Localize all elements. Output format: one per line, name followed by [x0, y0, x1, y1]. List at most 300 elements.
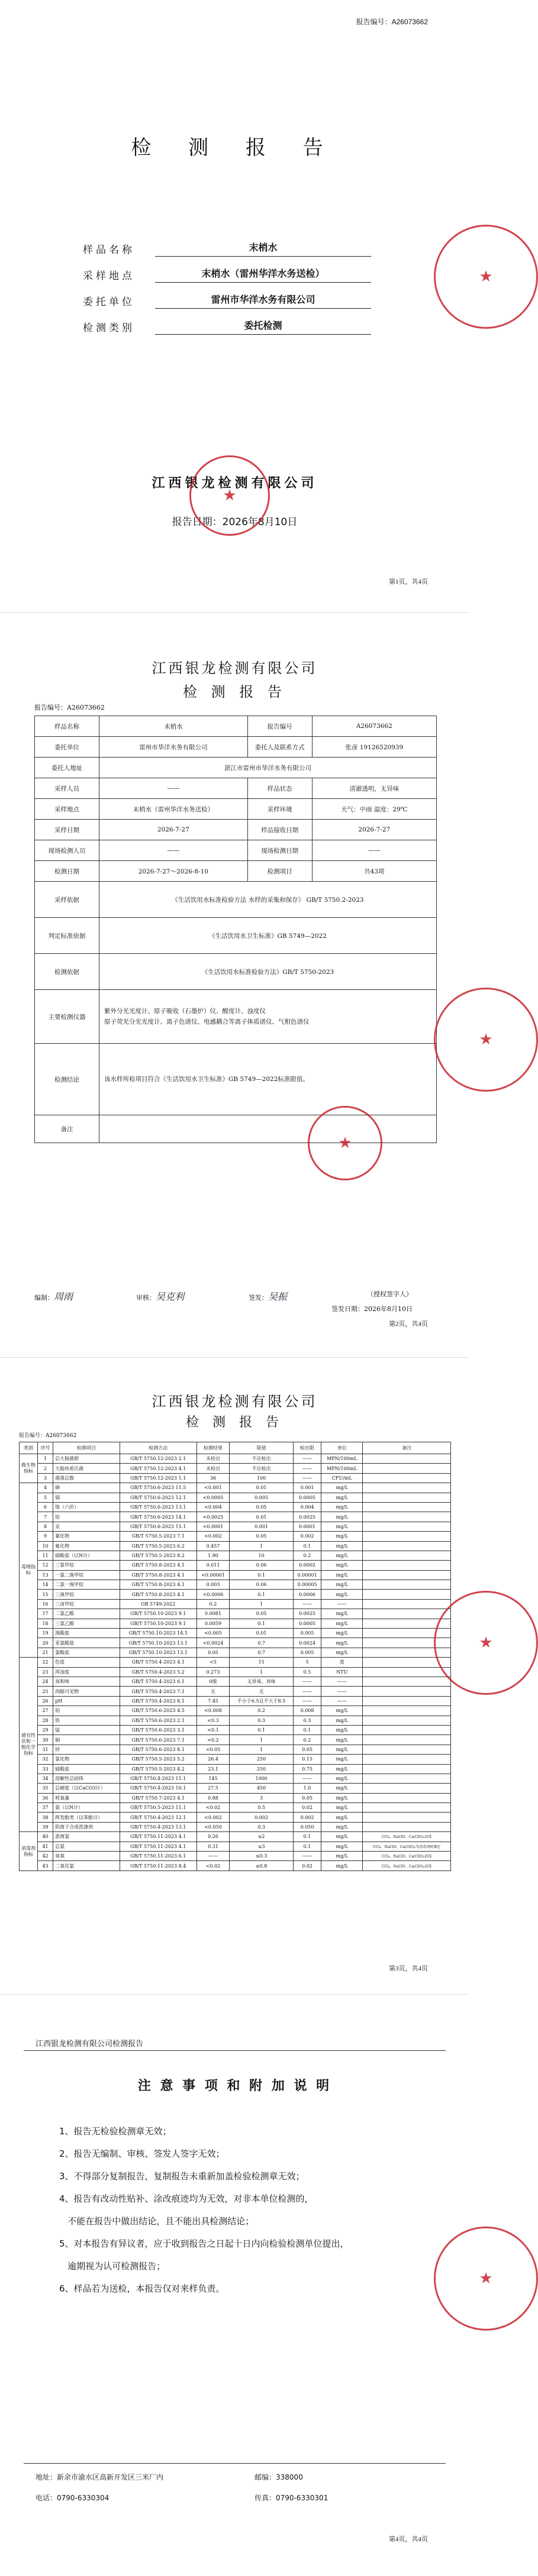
table-cell: GB/T 5750.12-2023 1.1	[120, 1473, 196, 1483]
table-cell: 硝酸盐（以N计）	[53, 1551, 120, 1560]
table-cell: 0.011	[196, 1561, 230, 1570]
table-cell	[363, 1813, 451, 1822]
table-cell: 450	[230, 1784, 294, 1793]
table-cell: 0.7	[230, 1648, 294, 1657]
table-row	[20, 1599, 451, 1609]
table-cell: MPN/100mL	[321, 1454, 363, 1464]
table-cell: 250	[230, 1755, 294, 1764]
table-cell: GB/T 5750.6-2023 14.1	[120, 1512, 196, 1522]
table-cell: 砷	[53, 1483, 120, 1493]
table-cell: 铜	[53, 1735, 120, 1745]
table-cell: mg/L	[321, 1493, 363, 1502]
category-cell: 毒理指标	[20, 1483, 38, 1658]
signature-reviewer: 审核：吴克利	[136, 1291, 185, 1302]
table-cell: 0.0006	[293, 1590, 321, 1599]
table-cell	[363, 1803, 451, 1813]
table-cell: 0.0081	[196, 1609, 230, 1619]
col-header: 检出限	[293, 1442, 321, 1454]
table-cell: <0.02	[196, 1861, 230, 1870]
table-cell: 0.06	[230, 1580, 294, 1590]
signature-compiler: 编制：周雨	[34, 1291, 73, 1302]
table-cell: 5	[38, 1493, 53, 1502]
table-cell: 0.5	[230, 1803, 294, 1813]
table-row	[20, 1793, 451, 1802]
results-table	[19, 1442, 451, 1871]
table-cell: 总大肠菌群	[53, 1454, 120, 1464]
table-cell: 39	[38, 1822, 53, 1831]
table-row	[20, 1493, 451, 1502]
table-cell: 0.75	[293, 1764, 321, 1774]
table-cell: mg/L	[321, 1706, 363, 1716]
field-value-category: 委托检测	[155, 318, 371, 335]
col-header: 检测项目	[53, 1442, 120, 1454]
page-seam-seal: ★	[434, 1591, 469, 1691]
table-cell: 6	[38, 1502, 53, 1512]
table-cell: <0.008	[196, 1706, 230, 1716]
table-cell: mg/L	[321, 1755, 363, 1764]
field-value-location: 末梢水（雷州华洋水务送检）	[155, 266, 371, 283]
table-cell: mg/L	[321, 1638, 363, 1648]
table-row	[20, 1512, 451, 1522]
table-cell	[363, 1735, 451, 1745]
table-cell: 10	[38, 1541, 53, 1551]
table-cell: 0.273	[196, 1667, 230, 1677]
table-cell: <0.002	[196, 1532, 230, 1541]
company-name: 江西银龙检测有限公司	[152, 1393, 318, 1410]
table-cell: 度	[321, 1658, 363, 1667]
table-cell: mg/L	[321, 1735, 363, 1745]
table-row	[20, 1454, 451, 1464]
table-cell	[363, 1822, 451, 1831]
page-seam-seal: ★	[434, 988, 469, 1088]
table-row	[20, 1852, 451, 1861]
table-cell	[363, 1793, 451, 1802]
table-cell: 0.05	[230, 1502, 294, 1512]
table-cell: ——	[293, 1774, 321, 1783]
table-cell	[363, 1473, 451, 1483]
table-cell: mg/L	[321, 1512, 363, 1522]
table-cell: 锌	[53, 1745, 120, 1754]
table-cell: <0.002	[196, 1813, 230, 1822]
table-cell: 35	[38, 1784, 53, 1793]
table-cell: 0.02	[293, 1861, 321, 1870]
table-row	[20, 1687, 451, 1696]
table-cell: 0.0005	[293, 1493, 321, 1502]
report-title: 检 测 报 告	[186, 1415, 284, 1430]
table-cell: 0.002	[230, 1813, 294, 1822]
page-number: 第2页，共4页	[389, 1321, 428, 1328]
table-cell: CCl₄、NaClO、Ca(ClO)₂等消毒剂时测定	[363, 1842, 451, 1851]
table-cell: 0.2	[196, 1599, 230, 1609]
table-cell: <0.0005	[196, 1493, 230, 1502]
page-seam-seal: ★	[434, 225, 469, 325]
company-seal: ★	[189, 455, 270, 536]
inspection-seal: ★	[308, 1106, 382, 1180]
table-cell	[363, 1716, 451, 1725]
table-cell: GB/T 5750.6-2023 13.1	[120, 1502, 196, 1512]
table-cell: 0.01	[230, 1512, 294, 1522]
page-header: 江西银龙检测有限公司检测报告	[36, 2040, 144, 2048]
company-name: 江西银龙检测有限公司	[152, 476, 318, 491]
col-header: 限值	[230, 1442, 294, 1454]
table-cell: 250	[230, 1764, 294, 1774]
table-cell: 0.01	[230, 1483, 294, 1493]
table-cell: 铁	[53, 1716, 120, 1725]
table-cell: 一氯二溴甲烷	[53, 1570, 120, 1580]
table-cell: 0.1	[230, 1725, 294, 1734]
table-cell: mg/L	[321, 1832, 363, 1842]
table-cell	[363, 1570, 451, 1580]
table-cell: <0.0001	[196, 1522, 230, 1531]
footer-zip: 邮编：338000	[254, 2473, 303, 2481]
table-cell: mg/L	[321, 1609, 363, 1619]
table-cell: mg/L	[321, 1822, 363, 1831]
table-row	[20, 1522, 451, 1531]
table-cell: 14	[38, 1580, 53, 1590]
table-cell: 8	[38, 1522, 53, 1531]
table-cell: 0.88	[196, 1793, 230, 1802]
table-cell: pH	[53, 1696, 120, 1706]
table-cell: ≤0.3	[230, 1852, 294, 1861]
table-cell: 0.05	[230, 1609, 294, 1619]
table-cell: GB/T 5750.5-2023 4.2	[120, 1764, 196, 1774]
table-cell: GB/T 5750.12-2023 4.1	[120, 1464, 196, 1473]
category-cell: 感官性状和一般化学指标	[20, 1658, 38, 1832]
table-cell: 0.0005	[293, 1619, 321, 1628]
table-cell: 27.5	[196, 1784, 230, 1793]
table-cell: 0.2	[230, 1706, 294, 1716]
table-cell: GB/T 5750.12-2023 2.1	[120, 1454, 196, 1464]
table-cell: 三氯乙酸	[53, 1619, 120, 1628]
table-cell: 1.90	[196, 1551, 230, 1560]
table-cell: 无异臭、异味	[230, 1677, 294, 1686]
table-cell: <0.3	[196, 1716, 230, 1725]
table-cell: mg/L	[321, 1629, 363, 1638]
table-cell: 0.1	[230, 1590, 294, 1599]
table-cell: 不小于6.5且不大于8.5	[230, 1696, 294, 1706]
table-cell: 25	[38, 1687, 53, 1696]
company-name: 江西银龙检测有限公司	[152, 660, 318, 677]
table-cell: 0.003	[196, 1580, 230, 1590]
table-cell: mg/L	[321, 1764, 363, 1774]
table-cell: 11	[38, 1551, 53, 1560]
table-cell: mg/L	[321, 1551, 363, 1560]
table-cell: 0.31	[196, 1842, 230, 1851]
col-header: 序号	[38, 1442, 53, 1454]
table-row: 检测日期 2026-7-27～2026-8-10 检测项目 共43项	[35, 861, 437, 882]
table-cell: 氨（以N计）	[53, 1803, 120, 1813]
report-number: 报告编号：A26073662	[34, 704, 105, 711]
table-cell: ——	[293, 1464, 321, 1473]
table-cell: 42	[38, 1852, 53, 1861]
table-cell: 色度	[53, 1658, 120, 1667]
table-cell	[363, 1745, 451, 1754]
table-cell	[363, 1541, 451, 1551]
table-cell: 0.0025	[293, 1609, 321, 1619]
table-cell: 15	[230, 1658, 294, 1667]
table-cell: <0.1	[196, 1725, 230, 1734]
table-row: 备注	[35, 1115, 437, 1143]
table-cell: ≤0.8	[230, 1861, 294, 1870]
table-row	[20, 1813, 451, 1822]
notes-list	[59, 2120, 349, 2300]
table-row: 采样日期 2026-7-27 样品接收日期 2026-7-27	[35, 820, 437, 840]
table-cell: 0.008	[293, 1706, 321, 1716]
table-cell: GB/T 5750.6-2023 7.1	[120, 1735, 196, 1745]
table-cell: 1	[230, 1735, 294, 1745]
table-cell: 0.2	[293, 1551, 321, 1560]
table-cell: 21	[38, 1648, 53, 1657]
table-cell: 0.1	[293, 1842, 321, 1851]
table-cell: 0.1	[230, 1619, 294, 1628]
table-cell: GB/T 5750.7-2023 4.1	[120, 1793, 196, 1802]
table-cell: 0.00005	[293, 1580, 321, 1590]
table-cell	[363, 1696, 451, 1706]
table-cell: mg/L	[321, 1522, 363, 1531]
table-cell: GB/T 5750.8-2023 4.1	[120, 1570, 196, 1580]
table-cell: 0.00001	[293, 1570, 321, 1580]
table-cell: 不应检出	[230, 1464, 294, 1473]
table-cell: <0.004	[196, 1502, 230, 1512]
table-cell: 0.457	[196, 1541, 230, 1551]
cover-page	[0, 0, 493, 591]
table-row: 现场检测人员 —— 现场检测日期 ——	[35, 840, 437, 861]
table-cell: 145	[196, 1774, 230, 1783]
table-cell: 未检出	[196, 1464, 230, 1473]
table-cell: 亚氯酸盐	[53, 1638, 120, 1648]
table-cell	[363, 1580, 451, 1590]
table-cell: 大肠埃希氏菌	[53, 1464, 120, 1473]
field-label-category: 检测类别	[83, 322, 135, 334]
table-cell: 2	[38, 1464, 53, 1473]
table-cell: 氟化物	[53, 1541, 120, 1551]
table-cell: 无	[230, 1687, 294, 1696]
table-row	[20, 1619, 451, 1628]
table-cell: ——	[321, 1599, 363, 1609]
table-cell: 溶解性总固体	[53, 1774, 120, 1783]
table-cell: mg/L	[321, 1725, 363, 1734]
table-cell: GB/T 5750.11-2023 8.4	[120, 1861, 196, 1870]
table-cell: 0.1	[293, 1832, 321, 1842]
table-cell: mg/L	[321, 1619, 363, 1628]
table-cell: 0.050	[293, 1822, 321, 1831]
table-row	[20, 1551, 451, 1560]
table-cell: ——	[293, 1473, 321, 1483]
table-cell: 二氯乙酸	[53, 1609, 120, 1619]
issue-date: 签发日期：2026年8月10日	[331, 1305, 413, 1313]
results-page	[0, 1366, 493, 1987]
table-row	[20, 1725, 451, 1734]
table-cell: 浑浊度	[53, 1667, 120, 1677]
table-cell: 0.0001	[293, 1522, 321, 1531]
table-row	[20, 1745, 451, 1754]
table-cell: 铝	[53, 1706, 120, 1716]
table-cell: 0级	[196, 1677, 230, 1686]
table-cell: 汞	[53, 1522, 120, 1531]
table-cell: 36	[38, 1793, 53, 1802]
field-value-sample: 末梢水	[155, 240, 371, 257]
table-row: 判定标准依据 《生活饮用水卫生标准》GB 5749—2022	[35, 918, 437, 954]
table-row	[20, 1755, 451, 1764]
table-cell	[363, 1774, 451, 1783]
table-cell: 12	[38, 1561, 53, 1570]
table-row: 样品名称 末梢水 报告编号 A26073662	[35, 716, 437, 737]
table-cell: 0.05	[293, 1793, 321, 1802]
table-cell: 0.5	[293, 1667, 321, 1677]
table-cell: 40	[38, 1832, 53, 1842]
table-cell: 38	[38, 1813, 53, 1822]
table-row	[20, 1764, 451, 1774]
page-seam-seal: ★	[434, 2227, 469, 2327]
table-cell: 0.3	[230, 1822, 294, 1831]
table-cell: mg/L	[321, 1784, 363, 1793]
table-row	[20, 1706, 451, 1716]
table-cell	[363, 1784, 451, 1793]
table-cell: GB/T 5750.11-2023 4.1	[120, 1842, 196, 1851]
table-cell	[363, 1764, 451, 1774]
field-label-client: 委托单位	[83, 296, 135, 308]
table-cell: 锰	[53, 1725, 120, 1734]
table-cell: mg/L	[321, 1570, 363, 1580]
table-cell: 37	[38, 1803, 53, 1813]
col-header: 检测结果	[196, 1442, 230, 1454]
table-cell	[363, 1464, 451, 1473]
report-date: 报告日期：2026年8月10日	[172, 516, 298, 528]
page-divider	[0, 1357, 469, 1358]
table-cell: ——	[293, 1852, 321, 1861]
note-item: 3、不得部分复制报告，复制报告未重新加盖检验检测章无效；	[59, 2171, 305, 2182]
table-cell	[363, 1561, 451, 1570]
table-cell: mg/L	[321, 1541, 363, 1551]
table-cell: GB/T 5750.5-2023 8.2	[120, 1551, 196, 1560]
table-cell: GB/T 5750.8-2023 4.1	[120, 1561, 196, 1570]
table-cell: GB 5749-2022	[120, 1599, 196, 1609]
table-cell: 二氯一溴甲烷	[53, 1580, 120, 1590]
field-label-sample: 样品名称	[83, 244, 135, 256]
table-cell	[363, 1755, 451, 1764]
table-cell	[363, 1725, 451, 1734]
table-cell: 1	[230, 1667, 294, 1677]
table-cell: 二氧化氯	[53, 1861, 120, 1870]
table-row	[20, 1677, 451, 1686]
table-cell: 0.002	[293, 1813, 321, 1822]
table-cell: ——	[321, 1677, 363, 1686]
table-cell: mg/L	[321, 1813, 363, 1822]
table-row	[20, 1580, 451, 1590]
table-cell: 氯化物	[53, 1755, 120, 1764]
table-cell: 0.15	[293, 1755, 321, 1764]
table-cell: 27	[38, 1706, 53, 1716]
table-row	[20, 1638, 451, 1648]
table-cell: 32	[38, 1755, 53, 1764]
table-cell: mg/L	[321, 1502, 363, 1512]
table-row	[20, 1502, 451, 1512]
table-cell: 0.0024	[293, 1638, 321, 1648]
table-cell: GB/T 5750.8-2023 4.1	[120, 1580, 196, 1590]
table-cell: CCl₄、NaClO、Ca(ClO)₂消毒	[363, 1832, 451, 1842]
table-cell	[363, 1493, 451, 1502]
table-cell: GB/T 5750.5-2023 6.2	[120, 1541, 196, 1551]
table-cell: 7	[38, 1512, 53, 1522]
table-cell: 26	[38, 1696, 53, 1706]
table-cell: 3	[38, 1473, 53, 1483]
table-cell: 4	[38, 1483, 53, 1493]
table-row: 委托人地址 湛江市雷州市华洋水务有限公司	[35, 758, 437, 778]
table-cell: CFU/mL	[321, 1473, 363, 1483]
table-cell: mg/L	[321, 1532, 363, 1541]
table-cell: ——	[293, 1454, 321, 1464]
table-cell: GB/T 5750.10-2023 9.1	[120, 1619, 196, 1628]
table-cell: <0.0025	[196, 1512, 230, 1522]
table-cell: 1	[230, 1745, 294, 1754]
category-cell: 消毒剂指标	[20, 1832, 38, 1871]
table-cell: 无	[196, 1687, 230, 1696]
table-cell: mg/L	[321, 1842, 363, 1851]
table-cell: 臭和味	[53, 1677, 120, 1686]
table-cell: <0.005	[196, 1629, 230, 1638]
table-cell: 33	[38, 1764, 53, 1774]
table-cell: 1.0	[293, 1784, 321, 1793]
header-rule	[24, 2050, 446, 2051]
table-cell: 0.3	[230, 1716, 294, 1725]
table-cell: GB/T 5750.6-2023 4.5	[120, 1706, 196, 1716]
table-row	[20, 1561, 451, 1570]
table-row: 主要检测仪器 紫外分光光度计、原子吸收（石墨炉）仪、酸度计、浊度仪 原子荧光分光光度计、离子色谱仪、电感耦合等离子体质谱仪、气相色谱仪	[35, 990, 437, 1044]
table-cell: 30	[38, 1735, 53, 1745]
table-cell: 不应检出	[230, 1454, 294, 1464]
note-item: 1、报告无检验检测章无效；	[59, 2126, 172, 2137]
note-item: 4、报告有改动性贴补、涂改痕迹均为无效，对非本单位检测的，	[59, 2193, 314, 2204]
table-row	[20, 1629, 451, 1638]
page-divider	[0, 612, 469, 613]
table-cell: 0.001	[230, 1522, 294, 1531]
table-cell: 铅	[53, 1512, 120, 1522]
table-row	[20, 1473, 451, 1483]
table-row	[20, 1842, 451, 1851]
table-row	[20, 1541, 451, 1551]
page-divider	[0, 1994, 469, 1995]
table-cell: 41	[38, 1842, 53, 1851]
table-cell: 43	[38, 1861, 53, 1870]
signature-approver: 签发：吴振	[249, 1291, 288, 1302]
table-row	[20, 1464, 451, 1473]
notes-title: 注 意 事 项 和 附 加 说 明	[137, 2079, 332, 2093]
table-cell: mg/L	[321, 1745, 363, 1754]
table-cell: <0.001	[196, 1483, 230, 1493]
table-row	[20, 1696, 451, 1706]
table-cell: 0.05	[293, 1745, 321, 1754]
table-cell: 三卤甲烷	[53, 1599, 120, 1609]
note-item: 6、样品若为送检，本报告仅对来样负责。	[59, 2283, 225, 2294]
table-row: 采样人员 —— 样品状态 清澈透明，无异味	[35, 778, 437, 799]
table-row	[20, 1590, 451, 1599]
table-cell: 5	[293, 1658, 321, 1667]
table-cell: GB/T 5750.6-2023 15.1	[120, 1522, 196, 1531]
table-cell: ——	[321, 1687, 363, 1696]
table-cell: mg/L	[321, 1580, 363, 1590]
table-row: 采样依据 《生活饮用水标准检验方法 水样的采集和保存》 GB/T 5750.2-2023	[35, 882, 437, 918]
table-cell: 0.05	[230, 1532, 294, 1541]
cover-title: 检 测 报 告	[131, 136, 339, 160]
table-cell: GB/T 5750.11-2023 6.1	[120, 1852, 196, 1861]
table-cell: 0.0059	[196, 1619, 230, 1628]
note-item: 逾期视为认可检测报告；	[59, 2261, 166, 2271]
table-cell: 0.26	[196, 1832, 230, 1842]
table-cell: 15	[38, 1590, 53, 1599]
table-cell: 菌落总数	[53, 1473, 120, 1483]
table-cell: 1000	[230, 1774, 294, 1783]
table-cell: 29	[38, 1725, 53, 1734]
